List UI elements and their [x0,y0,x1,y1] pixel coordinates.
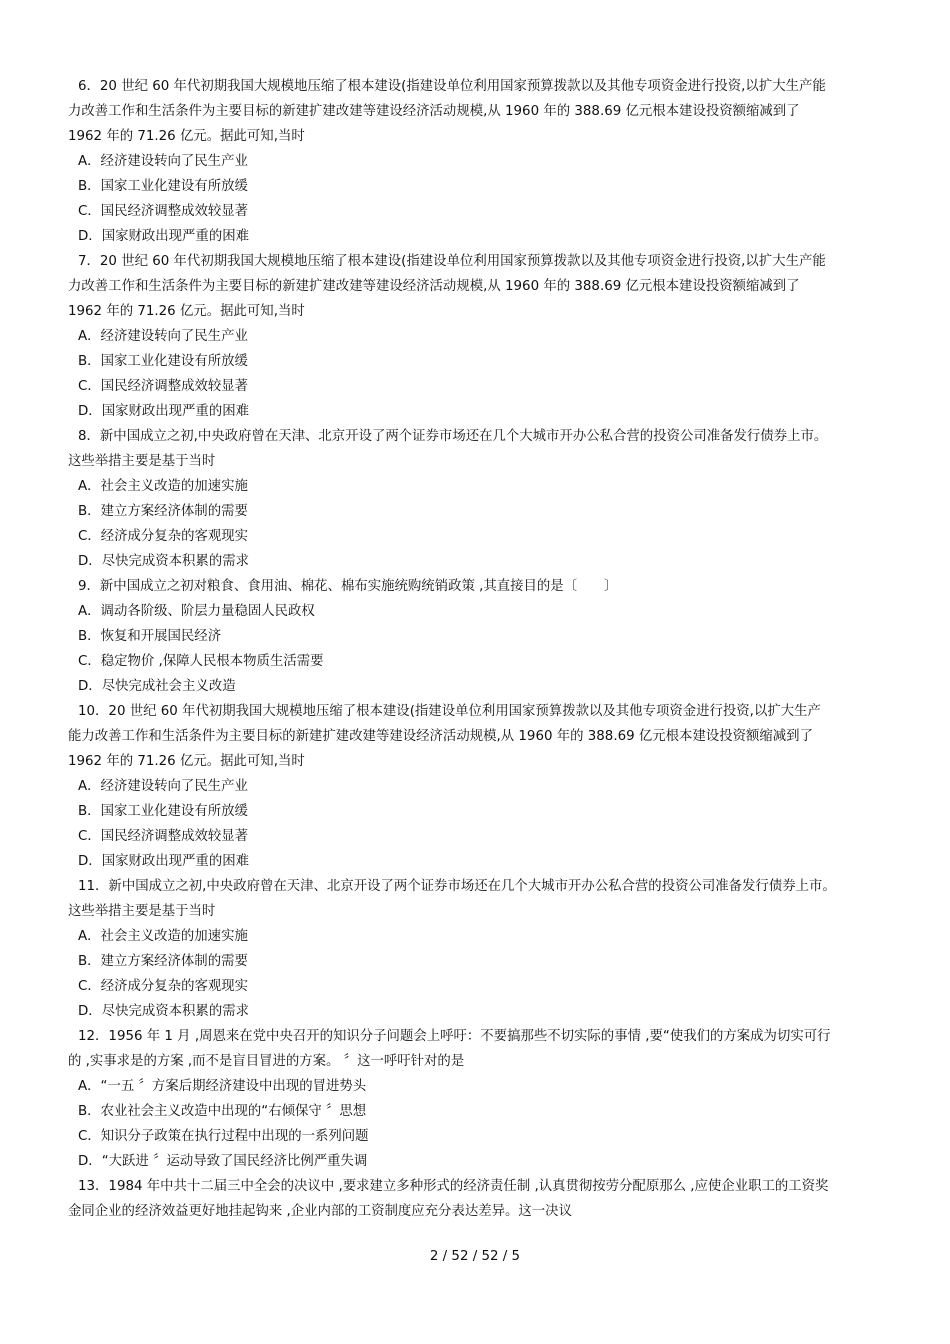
option-a: A．经济建设转向了民生产业 [78,329,248,344]
stem-line: 11．新中国成立之初,中央政府曾在天津、北京开设了两个证券市场还在几个大城市开办公私合营的投资公司准备发行债券上市。 [78,879,836,894]
question-stem [68,1174,888,1224]
option-b: B．国家工业化建设有所放缓 [78,354,248,369]
option-a: A．调动各阶级、阶层力量稳固人民政权 [78,604,315,619]
question-stem [68,424,888,474]
stem-line: 这些举措主要是基于当时 [68,454,216,469]
option-a: A．“一五 〞方案后期经济建设中出现的冒进势头 [78,1079,367,1094]
option-c: C．国民经济调整成效较显著 [78,204,249,219]
stem-line: 金同企业的经济效益更好地挂起钩来 ,企业内部的工资制度应充分表达差异。这一决议 [68,1204,572,1219]
option-c: C．稳定物价 ,保障人民根本物质生活需要 [78,654,324,669]
stem-line: 这些举措主要是基于当时 [68,904,216,919]
option-b: B．国家工业化建设有所放缓 [78,179,248,194]
option-c: C．经济成分复杂的客观现实 [78,979,249,994]
option-d: D．“大跃进 〞运动导致了国民经济比例严重失调 [78,1154,368,1169]
option-d: D．国家财政出现严重的困难 [78,229,249,244]
question-stem [68,249,888,324]
option-c: C．国民经济调整成效较显著 [78,379,249,394]
option-b: B．恢复和开展国民经济 [78,629,222,644]
question-stem [68,1024,888,1074]
option-a: A．经济建设转向了民生产业 [78,779,248,794]
option-d: D．尽快完成资本积累的需求 [78,1004,249,1019]
stem-line: 9．新中国成立之初对粮食、食用油、棉花、棉布实施统购统销政策 ,其直接目的是〔 〕 [78,579,618,594]
question-7 [68,249,888,424]
option-b: B．建立方案经济体制的需要 [78,504,248,519]
question-8 [68,424,888,574]
stem-line: 12．1956 年 1 月 ,周恩来在党中央召开的知识分子问题会上呼吁：不要搞那些不切实际的事情 ,要“使我们的方案成为切实可行 [78,1029,831,1044]
option-d: D．国家财政出现严重的困难 [78,854,249,869]
stem-line: 力改善工作和生活条件为主要目标的新建扩建改建等建设经济活动规模,从 1960 年的 388.69 亿元根本建设投资额缩减到了 [68,104,800,119]
stem-line: 1962 年的 71.26 亿元。据此可知,当时 [68,754,305,769]
question-stem [68,874,888,924]
option-b: B．建立方案经济体制的需要 [78,954,248,969]
option-d: D．国家财政出现严重的困难 [78,404,249,419]
option-b: B．国家工业化建设有所放缓 [78,804,248,819]
stem-line: 6．20 世纪 60 年代初期我国大规模地压缩了根本建设(指建设单位利用国家预算拨款以及其他专项资金进行投资,以扩大生产能 [78,79,826,94]
question-12 [68,1024,888,1174]
question-10 [68,699,888,874]
stem-line: 能力改善工作和生活条件为主要目标的新建扩建改建等建设经济活动规模,从 1960 年的 388.69 亿元根本建设投资额缩减到了 [68,729,813,744]
question-11 [68,874,888,1024]
option-d: D．尽快完成社会主义改造 [78,679,236,694]
option-c: C．知识分子政策在执行过程中出现的一系列问题 [78,1129,369,1144]
option-c: C．国民经济调整成效较显著 [78,829,249,844]
stem-line: 力改善工作和生活条件为主要目标的新建扩建改建等建设经济活动规模,从 1960 年的 388.69 亿元根本建设投资额缩减到了 [68,279,800,294]
stem-line: 7．20 世纪 60 年代初期我国大规模地压缩了根本建设(指建设单位利用国家预算拨款以及其他专项资金进行投资,以扩大生产能 [78,254,826,269]
question-13 [68,1174,888,1224]
stem-line: 10．20 世纪 60 年代初期我国大规模地压缩了根本建设(指建设单位利用国家预算拨款以及其他专项资金进行投资,以扩大生产 [78,704,821,719]
question-list [68,74,888,1224]
option-c: C．经济成分复杂的客观现实 [78,529,249,544]
option-b: B．农业社会主义改造中出现的“右倾保守 〞思想 [78,1104,367,1119]
stem-line: 13．1984 年中共十二届三中全会的决议中 ,要求建立多种形式的经济责任制 ,认真贯彻按劳分配原那么 ,应使企业职工的工资奖 [78,1179,829,1194]
option-a: A．社会主义改造的加速实施 [78,479,248,494]
question-stem [68,574,888,599]
question-9 [68,574,888,699]
option-a: A．社会主义改造的加速实施 [78,929,248,944]
stem-line: 1962 年的 71.26 亿元。据此可知,当时 [68,304,305,319]
question-6 [68,74,888,249]
option-d: D．尽快完成资本积累的需求 [78,554,249,569]
question-stem [68,74,888,149]
question-stem [68,699,888,774]
stem-line: 的 ,实事求是的方案 ,而不是盲目冒进的方案。 〞这一呼吁针对的是 [68,1054,465,1069]
option-a: A．经济建设转向了民生产业 [78,154,248,169]
stem-line: 8．新中国成立之初,中央政府曾在天津、北京开设了两个证券市场还在几个大城市开办公私合营的投资公司准备发行债券上市。 [78,429,828,444]
stem-line: 1962 年的 71.26 亿元。据此可知,当时 [68,129,305,144]
page-number: 2 / 52 / 52 / 5 [429,1249,521,1264]
